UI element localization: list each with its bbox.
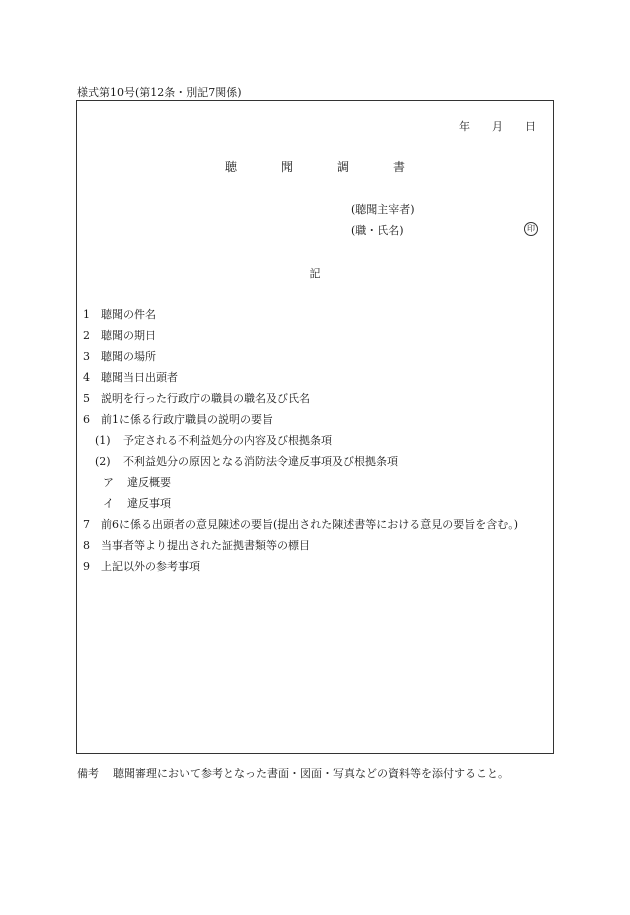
sub-sub-item-text: 違反事項 xyxy=(127,497,171,510)
sub-sub-item-number: イ xyxy=(103,497,114,510)
list-item xyxy=(83,556,549,577)
host-name-label: (職・氏名) xyxy=(351,224,404,237)
item-text: 当事者等より提出された証拠書類等の標目 xyxy=(101,539,310,552)
document-title xyxy=(77,158,553,175)
item-number: 3 xyxy=(83,350,90,363)
item-number: 1 xyxy=(83,308,90,321)
remark-note xyxy=(77,765,509,781)
title-char: 聞 xyxy=(280,160,293,174)
list-item xyxy=(83,346,549,367)
sub-sub-item-text: 違反概要 xyxy=(127,476,171,489)
remark-text: 聴聞審理において参考となった書面・図面・写真などの資料等を添付すること。 xyxy=(113,767,509,780)
date-month: 月 xyxy=(492,120,503,133)
seal-icon: 印 xyxy=(524,222,538,236)
item-number: 5 xyxy=(83,392,90,405)
item-text: 上記以外の参考事項 xyxy=(101,560,200,573)
item-text: 前1に係る行政庁職員の説明の要旨 xyxy=(101,413,273,426)
title-char: 書 xyxy=(393,160,406,174)
sub-item xyxy=(83,451,549,472)
list-item xyxy=(83,409,549,430)
item-list xyxy=(83,304,549,577)
item-number: 4 xyxy=(83,371,90,384)
list-item xyxy=(83,325,549,346)
item-number: 7 xyxy=(83,518,90,531)
remark-label: 備考 xyxy=(77,767,99,780)
list-item xyxy=(83,535,549,556)
sub-sub-item xyxy=(83,472,549,493)
title-char: 聴 xyxy=(224,160,237,174)
date-year: 年 xyxy=(459,120,470,133)
date-day: 日 xyxy=(525,120,536,133)
form-number-label: 様式第10号(第12条・別記7関係) xyxy=(77,86,242,99)
item-number: 8 xyxy=(83,539,90,552)
item-text: 説明を行った行政庁の職員の職名及び氏名 xyxy=(101,392,310,405)
item-text: 聴聞の期日 xyxy=(101,329,156,342)
document-frame xyxy=(76,100,554,754)
item-number: 2 xyxy=(83,329,90,342)
title-char: 調 xyxy=(337,160,350,174)
list-item xyxy=(83,367,549,388)
item-text: 聴聞当日出頭者 xyxy=(101,371,178,384)
item-text: 聴聞の件名 xyxy=(101,308,156,321)
item-text: 前6に係る出頭者の意見陳述の要旨(提出された陳述書等における意見の要旨を含む。) xyxy=(101,518,519,531)
list-item xyxy=(83,388,549,409)
host-label: (聴聞主宰者) xyxy=(351,203,415,216)
sub-item xyxy=(83,430,549,451)
list-item xyxy=(83,304,549,325)
sub-item-text: 不利益処分の原因となる消防法令違反事項及び根拠条項 xyxy=(123,455,398,468)
sub-sub-item-number: ア xyxy=(103,476,114,489)
date-row xyxy=(459,118,536,134)
sub-item-text: 予定される不利益処分の内容及び根拠条項 xyxy=(123,434,332,447)
item-number: 9 xyxy=(83,560,90,573)
ki-heading: 記 xyxy=(309,267,321,280)
sub-item-number: (2) xyxy=(95,455,111,468)
list-item xyxy=(83,514,549,535)
sub-sub-item xyxy=(83,493,549,514)
item-number: 6 xyxy=(83,413,90,426)
sub-item-number: (1) xyxy=(95,434,111,447)
item-text: 聴聞の場所 xyxy=(101,350,156,363)
